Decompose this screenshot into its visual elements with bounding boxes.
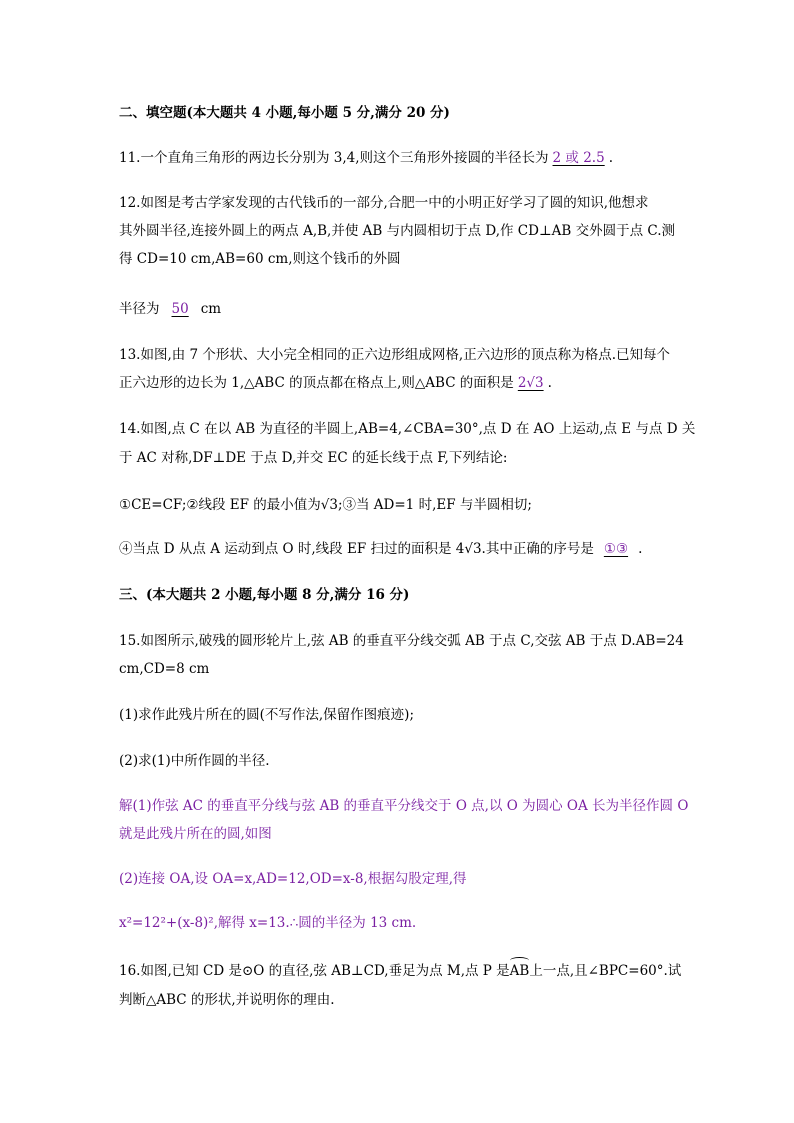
question-12-line-4 <box>119 300 221 318</box>
question-11 <box>119 149 613 167</box>
question-16-line-2: 判断△ABC 的形状,并说明你的理由. <box>119 992 335 1008</box>
q16-suffix: 上一点,且∠BPC=60°.试 <box>529 963 682 979</box>
q14-prefix: ④当点 D 从点 A 运动到点 O 时,线段 EF 扫过的面积是 4√3.其中正确的序号是 <box>119 541 594 557</box>
question-13-line-1: 13.如图,由 7 个形状、大小完全相同的正六边形组成网格,正六边形的顶点称为格点.已知每个 <box>119 347 671 363</box>
q12-answer: 50 <box>171 301 189 317</box>
q11-end: . <box>608 150 613 166</box>
q12-prefix: 半径为 <box>119 301 160 317</box>
question-14-line-1: 14.如图,点 C 在以 AB 为直径的半圆上,AB=4,∠CBA=30°,点 D 在 AO 上运动,点 E 与点 D 关 <box>119 421 696 437</box>
question-14-line-4 <box>119 540 642 558</box>
question-14-line-3: ①CE=CF;②线段 EF 的最小值为√3;③当 AD=1 时,EF 与半圆相切; <box>119 497 532 513</box>
q16-prefix: 16.如图,已知 CD 是⊙O 的直径,弦 AB⊥CD,垂足为点 M,点 P 是 <box>119 963 510 979</box>
q13-prefix: 正六边形的边长为 1,△ABC 的顶点都在格点上,则△ABC 的面积是 <box>119 375 514 391</box>
question-15-line-2: cm,CD=8 cm <box>119 661 210 677</box>
question-12-line-2: 其外圆半径,连接外圆上的两点 A,B,并使 AB 与内圆相切于点 D,作 CD⊥AB 交外圆于点 C.测 <box>119 223 676 239</box>
q11-text: 11.一个直角三角形的两边长分别为 3,4,则这个三角形外接圆的半径长为 <box>119 150 549 166</box>
question-15-part-1: (1)求作此残片所在的圆(不写作法,保留作图痕迹); <box>119 707 414 723</box>
question-16-line-1 <box>119 962 681 980</box>
q11-answer: 2 或 2.5 <box>552 150 605 166</box>
q12-unit: cm <box>200 301 222 317</box>
q16-arc-ab: AB <box>509 963 530 979</box>
question-15-part-2: (2)求(1)中所作圆的半径. <box>119 753 270 769</box>
question-15-solution-1: 解(1)作弦 AC 的垂直平分线与弦 AB 的垂直平分线交于 O 点,以 O 为圆心 OA 长为半径作圆 O <box>119 798 689 814</box>
question-15-solution-4: x²=12²+(x-8)²,解得 x=13.∴圆的半径为 13 cm. <box>119 915 417 931</box>
q14-answer: ①③ <box>603 541 629 557</box>
question-15-solution-3: (2)连接 OA,设 OA=x,AD=12,OD=x-8,根据勾股定理,得 <box>119 871 467 887</box>
question-13-line-2 <box>119 374 552 392</box>
q13-answer: 2√3 <box>517 375 544 391</box>
question-14-line-2: 于 AC 对称,DF⊥DE 于点 D,并交 EC 的延长线于点 F,下列结论: <box>119 450 508 466</box>
question-12-line-1: 12.如图是考古学家发现的古代钱币的一部分,合肥一中的小明正好学习了圆的知识,他想求 <box>119 195 649 211</box>
question-12-line-3: 得 CD=10 cm,AB=60 cm,则这个钱币的外圆 <box>119 251 401 267</box>
question-15-line-1: 15.如图所示,破残的圆形轮片上,弦 AB 的垂直平分线交弧 AB 于点 C,交弦 AB 于点 D.AB=24 <box>119 633 684 649</box>
section-2-heading: 二、填空题(本大题共 4 小题,每小题 5 分,满分 20 分) <box>119 105 450 121</box>
question-15-solution-2: 就是此残片所在的圆,如图 <box>119 826 272 842</box>
q14-end: . <box>638 541 643 557</box>
q13-end: . <box>547 375 552 391</box>
section-3-heading: 三、(本大题共 2 小题,每小题 8 分,满分 16 分) <box>119 587 410 603</box>
